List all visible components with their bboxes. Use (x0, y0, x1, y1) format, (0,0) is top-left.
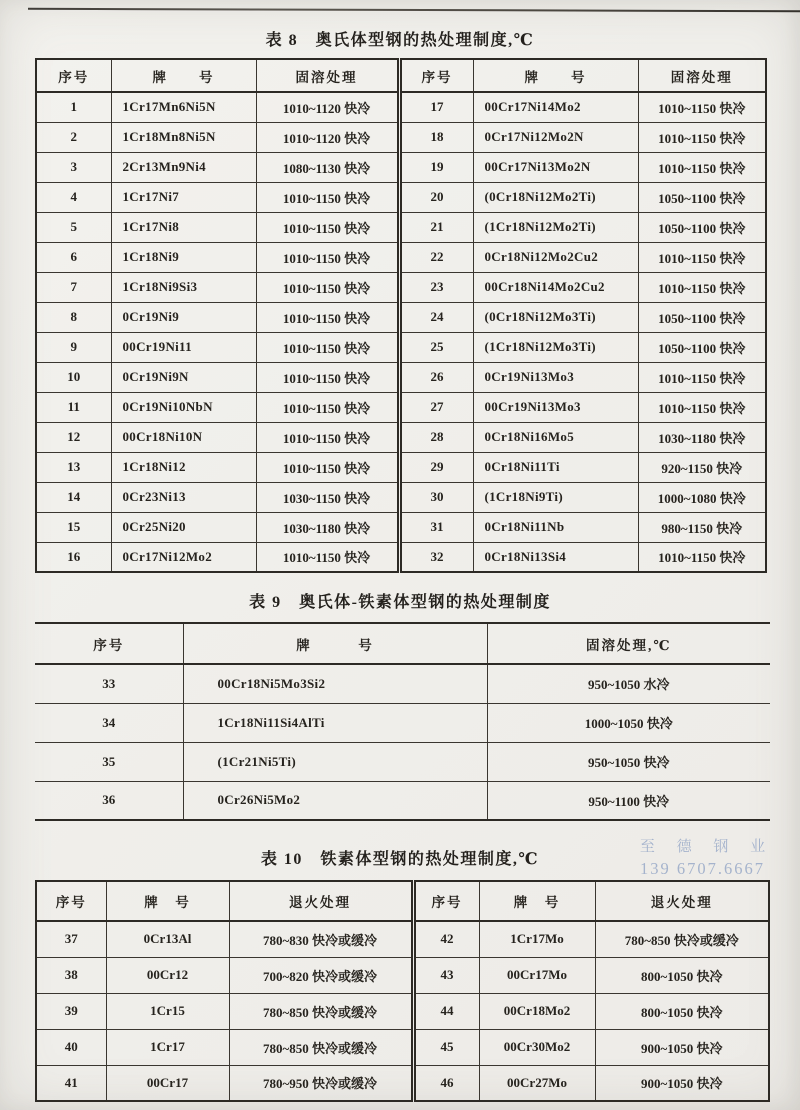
table-row (36, 272, 766, 302)
table8-treatment-cell: 1010~1150 快冷 (638, 92, 766, 122)
table-row (36, 242, 766, 272)
table9-serial-cell: 36 (35, 781, 183, 820)
table9-header-row (35, 623, 770, 664)
watermark-phone-number: 139 6707.6667 (640, 858, 765, 878)
table10-header-grade: 牌 号 (479, 881, 595, 921)
table8-serial-cell: 30 (399, 482, 473, 512)
table-row (36, 542, 766, 572)
table8-treatment-cell: 1050~1100 快冷 (638, 212, 766, 242)
table8-treatment-cell: 1010~1150 快冷 (256, 542, 399, 572)
table8-grade-cell: 0Cr19Ni13Mo3 (473, 362, 638, 392)
table9-header-serial: 序号 (35, 623, 183, 664)
table8-grade-cell: 0Cr17Ni12Mo2N (473, 122, 638, 152)
table8-serial-cell: 1 (36, 92, 111, 122)
table8-grade-cell: 0Cr25Ni20 (111, 512, 256, 542)
table-row (36, 957, 769, 993)
table9-treatment-cell: 950~1100 快冷 (487, 781, 770, 820)
table10-treatment-cell: 800~1050 快冷 (595, 957, 769, 993)
table10-grade-cell: 1Cr17Mo (479, 921, 595, 957)
table8-grade-cell: 0Cr18Ni11Nb (473, 512, 638, 542)
table10-header-serial: 序号 (36, 881, 106, 921)
table8-header-serial: 序号 (36, 59, 111, 92)
table8-treatment-cell: 1010~1150 快冷 (638, 242, 766, 272)
table8-header-treatment: 固溶处理 (256, 59, 399, 92)
table8-serial-cell: 21 (399, 212, 473, 242)
table-row (36, 993, 769, 1029)
table8-header-grade: 牌 号 (473, 59, 638, 92)
table8-treatment-cell: 1080~1130 快冷 (256, 152, 399, 182)
table8-serial-cell: 27 (399, 392, 473, 422)
table8-serial-cell: 31 (399, 512, 473, 542)
table9-treatment-cell: 950~1050 快冷 (487, 742, 770, 781)
table8-serial-cell: 6 (36, 242, 111, 272)
table8-serial-cell: 5 (36, 212, 111, 242)
scan-edge-line (28, 8, 800, 13)
table8-austenitic-steels (35, 58, 767, 573)
table10-grade-cell: 00Cr18Mo2 (479, 993, 595, 1029)
table8-treatment-cell: 1010~1150 快冷 (256, 272, 399, 302)
table8-serial-cell: 20 (399, 182, 473, 212)
table-row (36, 1065, 769, 1101)
table10-serial-cell: 42 (413, 921, 479, 957)
table10-treatment-cell: 780~850 快冷或缓冷 (229, 993, 413, 1029)
table8-grade-cell: (0Cr18Ni12Mo2Ti) (473, 182, 638, 212)
table8-grade-cell: 0Cr19Ni10NbN (111, 392, 256, 422)
table8-grade-cell: 0Cr23Ni13 (111, 482, 256, 512)
table8-treatment-cell: 1000~1080 快冷 (638, 482, 766, 512)
table-row (36, 512, 766, 542)
table8-serial-cell: 16 (36, 542, 111, 572)
table8-treatment-cell: 980~1150 快冷 (638, 512, 766, 542)
table9-grade-cell: 0Cr26Ni5Mo2 (183, 781, 487, 820)
table9-header-treatment: 固溶处理,℃ (487, 623, 770, 664)
table8-grade-cell: 2Cr13Mn9Ni4 (111, 152, 256, 182)
table8-grade-cell: 00Cr18Ni14Mo2Cu2 (473, 272, 638, 302)
table10-treatment-cell: 780~850 快冷或缓冷 (229, 1029, 413, 1065)
table8-serial-cell: 15 (36, 512, 111, 542)
table10-serial-cell: 38 (36, 957, 106, 993)
table8-treatment-cell: 1010~1150 快冷 (638, 362, 766, 392)
table8-header-serial: 序号 (399, 59, 473, 92)
table8-serial-cell: 11 (36, 392, 111, 422)
table8-serial-cell: 14 (36, 482, 111, 512)
table-row (36, 332, 766, 362)
table-row (36, 362, 766, 392)
table8-serial-cell: 22 (399, 242, 473, 272)
table-row (36, 212, 766, 242)
table8-treatment-cell: 1010~1150 快冷 (256, 392, 399, 422)
table9-header-grade: 牌 号 (183, 623, 487, 664)
table8-serial-cell: 4 (36, 182, 111, 212)
table8-grade-cell: 00Cr17Ni14Mo2 (473, 92, 638, 122)
table8-treatment-cell: 1010~1150 快冷 (256, 362, 399, 392)
table8-treatment-cell: 1030~1180 快冷 (638, 422, 766, 452)
table10-header-treatment: 退火处理 (595, 881, 769, 921)
table10-serial-cell: 46 (413, 1065, 479, 1101)
table8-treatment-cell: 1010~1150 快冷 (638, 122, 766, 152)
table8-grade-cell: 00Cr19Ni13Mo3 (473, 392, 638, 422)
table8-treatment-cell: 1010~1150 快冷 (638, 272, 766, 302)
table10-treatment-cell: 700~820 快冷或缓冷 (229, 957, 413, 993)
table8-serial-cell: 12 (36, 422, 111, 452)
table8-serial-cell: 23 (399, 272, 473, 302)
table8-serial-cell: 19 (399, 152, 473, 182)
table8-serial-cell: 8 (36, 302, 111, 332)
table8-serial-cell: 13 (36, 452, 111, 482)
table10-serial-cell: 41 (36, 1065, 106, 1101)
table10-ferritic-steels (35, 880, 770, 1102)
table10-header-grade: 牌 号 (106, 881, 229, 921)
table8-grade-cell: 0Cr17Ni12Mo2 (111, 542, 256, 572)
table8-serial-cell: 24 (399, 302, 473, 332)
table10-serial-cell: 37 (36, 921, 106, 957)
table8-treatment-cell: 1010~1150 快冷 (256, 182, 399, 212)
table8-grade-cell: 0Cr19Ni9N (111, 362, 256, 392)
table-row (36, 182, 766, 212)
table10-serial-cell: 40 (36, 1029, 106, 1065)
table8-treatment-cell: 1010~1150 快冷 (256, 452, 399, 482)
table10-grade-cell: 00Cr30Mo2 (479, 1029, 595, 1065)
table8-grade-cell: (1Cr18Ni12Mo3Ti) (473, 332, 638, 362)
table8-serial-cell: 9 (36, 332, 111, 362)
table9-treatment-cell: 1000~1050 快冷 (487, 703, 770, 742)
table-row (35, 703, 770, 742)
table10-grade-cell: 00Cr17Mo (479, 957, 595, 993)
table9-treatment-cell: 950~1050 水冷 (487, 664, 770, 703)
table9-title: 表 9 奥氏体-铁素体型钢的热处理制度 (249, 594, 551, 611)
table8-grade-cell: 1Cr17Ni7 (111, 182, 256, 212)
table10-serial-cell: 45 (413, 1029, 479, 1065)
table8-grade-cell: 1Cr18Ni12 (111, 452, 256, 482)
table-row (36, 302, 766, 332)
table8-serial-cell: 28 (399, 422, 473, 452)
table10-header-treatment: 退火处理 (229, 881, 413, 921)
table10-header-row (36, 881, 769, 921)
table8-grade-cell: 0Cr19Ni9 (111, 302, 256, 332)
table8-treatment-cell: 920~1150 快冷 (638, 452, 766, 482)
table8-grade-cell: 00Cr17Ni13Mo2N (473, 152, 638, 182)
table8-grade-cell: 1Cr18Ni9Si3 (111, 272, 256, 302)
table8-treatment-cell: 1010~1150 快冷 (256, 212, 399, 242)
table8-grade-cell: (0Cr18Ni12Mo3Ti) (473, 302, 638, 332)
table8-serial-cell: 7 (36, 272, 111, 302)
table8-grade-cell: 0Cr18Ni12Mo2Cu2 (473, 242, 638, 272)
table8-serial-cell: 17 (399, 92, 473, 122)
table-row (36, 122, 766, 152)
table8-treatment-cell: 1050~1100 快冷 (638, 332, 766, 362)
table8-serial-cell: 10 (36, 362, 111, 392)
table10-treatment-cell: 780~950 快冷或缓冷 (229, 1065, 413, 1101)
table9-serial-cell: 33 (35, 664, 183, 703)
table-row (36, 422, 766, 452)
watermark-company-name: 至 德 钢 业 (639, 839, 775, 855)
table8-title: 表 8 奥氏体型钢的热处理制度,℃ (265, 32, 535, 49)
table-row (36, 152, 766, 182)
table-row (36, 482, 766, 512)
table8-grade-cell: 1Cr17Ni8 (111, 212, 256, 242)
table8-treatment-cell: 1010~1150 快冷 (256, 422, 399, 452)
table8-serial-cell: 2 (36, 122, 111, 152)
table9-grade-cell: 00Cr18Ni5Mo3Si2 (183, 664, 487, 703)
table-row (36, 392, 766, 422)
table10-treatment-cell: 900~1050 快冷 (595, 1029, 769, 1065)
table8-grade-cell: (1Cr18Ni9Ti) (473, 482, 638, 512)
table10-header-serial: 序号 (413, 881, 479, 921)
table10-serial-cell: 43 (413, 957, 479, 993)
table8-treatment-cell: 1010~1150 快冷 (256, 242, 399, 272)
table8-grade-cell: 1Cr17Mn6Ni5N (111, 92, 256, 122)
table8-treatment-cell: 1030~1180 快冷 (256, 512, 399, 542)
table8-serial-cell: 26 (399, 362, 473, 392)
table8-serial-cell: 3 (36, 152, 111, 182)
table10-grade-cell: 00Cr27Mo (479, 1065, 595, 1101)
table10-grade-cell: 1Cr15 (106, 993, 229, 1029)
table-row (36, 1029, 769, 1065)
table8-grade-cell: 0Cr18Ni11Ti (473, 452, 638, 482)
table9-serial-cell: 35 (35, 742, 183, 781)
table8-treatment-cell: 1010~1150 快冷 (638, 152, 766, 182)
table8-treatment-cell: 1050~1100 快冷 (638, 182, 766, 212)
table10-treatment-cell: 780~850 快冷或缓冷 (595, 921, 769, 957)
table8-treatment-cell: 1010~1150 快冷 (638, 392, 766, 422)
table8-serial-cell: 25 (399, 332, 473, 362)
table8-grade-cell: 00Cr19Ni11 (111, 332, 256, 362)
table10-serial-cell: 44 (413, 993, 479, 1029)
table8-treatment-cell: 1030~1150 快冷 (256, 482, 399, 512)
table8-treatment-cell: 1010~1120 快冷 (256, 92, 399, 122)
table9-grade-cell: 1Cr18Ni11Si4AlTi (183, 703, 487, 742)
table10-grade-cell: 00Cr12 (106, 957, 229, 993)
table-row (35, 742, 770, 781)
table8-grade-cell: 1Cr18Mn8Ni5N (111, 122, 256, 152)
table8-header-grade: 牌 号 (111, 59, 256, 92)
table10-grade-cell: 1Cr17 (106, 1029, 229, 1065)
table8-grade-cell: 0Cr18Ni13Si4 (473, 542, 638, 572)
table10-serial-cell: 39 (36, 993, 106, 1029)
table8-serial-cell: 18 (399, 122, 473, 152)
table10-treatment-cell: 780~830 快冷或缓冷 (229, 921, 413, 957)
table-row (35, 781, 770, 820)
table8-treatment-cell: 1010~1150 快冷 (256, 302, 399, 332)
table8-grade-cell: 0Cr18Ni16Mo5 (473, 422, 638, 452)
table9-serial-cell: 34 (35, 703, 183, 742)
table-row (36, 921, 769, 957)
table8-treatment-cell: 1010~1150 快冷 (638, 542, 766, 572)
table8-treatment-cell: 1010~1120 快冷 (256, 122, 399, 152)
table8-header-treatment: 固溶处理 (638, 59, 766, 92)
table10-grade-cell: 0Cr13Al (106, 921, 229, 957)
table8-grade-cell: 00Cr18Ni10N (111, 422, 256, 452)
table-row (35, 664, 770, 703)
table8-serial-cell: 29 (399, 452, 473, 482)
table9-austenitic-ferritic-steels (35, 622, 770, 821)
table8-treatment-cell: 1050~1100 快冷 (638, 302, 766, 332)
table10-treatment-cell: 800~1050 快冷 (595, 993, 769, 1029)
table10-title: 表 10 铁素体型钢的热处理制度,℃ (260, 851, 540, 868)
table8-treatment-cell: 1010~1150 快冷 (256, 332, 399, 362)
table-row (36, 92, 766, 122)
table8-grade-cell: (1Cr18Ni12Mo2Ti) (473, 212, 638, 242)
table9-grade-cell: (1Cr21Ni5Ti) (183, 742, 487, 781)
table10-grade-cell: 00Cr17 (106, 1065, 229, 1101)
table8-serial-cell: 32 (399, 542, 473, 572)
table8-header-row (36, 59, 766, 92)
table-row (36, 452, 766, 482)
table10-treatment-cell: 900~1050 快冷 (595, 1065, 769, 1101)
table8-grade-cell: 1Cr18Ni9 (111, 242, 256, 272)
